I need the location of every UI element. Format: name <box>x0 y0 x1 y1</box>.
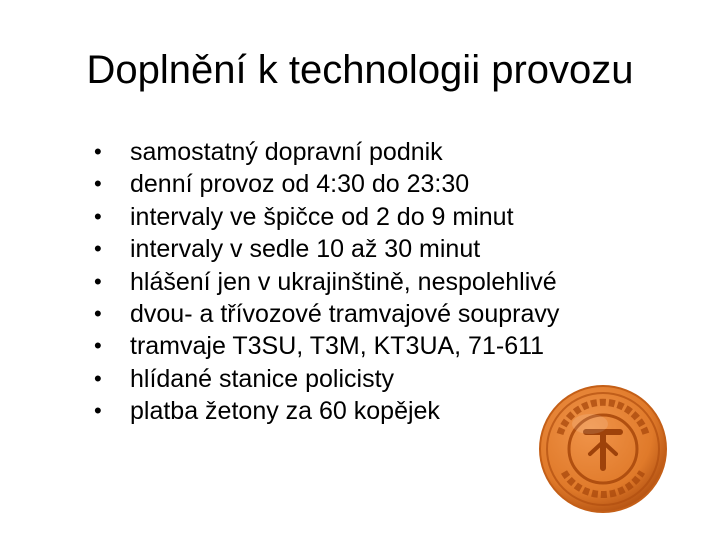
bullet-icon: • <box>94 365 102 391</box>
bullet-text: denní provoz od 4:30 do 23:30 <box>130 170 470 199</box>
bullet-icon: • <box>94 236 102 262</box>
metro-token-icon <box>538 384 668 514</box>
slide-title: Doplnění k technologii provozu <box>86 48 634 92</box>
bullet-text: dvou- a třívozové tramvajové soupravy <box>130 300 560 329</box>
bullet-item <box>94 168 559 200</box>
bullet-item <box>94 330 559 362</box>
bullet-item <box>94 201 559 233</box>
bullet-text: samostatný dopravní podnik <box>130 138 443 166</box>
bullet-text: hlídané stanice policisty <box>130 364 395 393</box>
bullet-text: platba žetony za 60 kopějek <box>130 397 440 426</box>
bullet-text: intervaly v sedle 10 až 30 minut <box>130 235 481 264</box>
bullet-text: hlášení jen v ukrajinštině, nespolehlivé <box>130 267 557 296</box>
bullet-item <box>94 233 559 265</box>
bullet-list <box>94 136 559 428</box>
bullet-item <box>94 395 559 427</box>
bullet-icon: • <box>94 301 102 327</box>
bullet-item <box>94 266 559 298</box>
bullet-icon: • <box>94 139 102 164</box>
bullet-text: tramvaje T3SU, T3M, KT3UA, 71-611 <box>130 332 545 361</box>
bullet-item <box>94 363 559 395</box>
bullet-text: intervaly ve špičce od 2 do 9 minut <box>130 202 514 231</box>
bullet-item <box>94 298 559 330</box>
bullet-icon: • <box>94 398 102 424</box>
bullet-icon: • <box>94 171 102 197</box>
bullet-icon: • <box>94 268 102 294</box>
bullet-item <box>94 136 559 168</box>
bullet-icon: • <box>94 333 102 359</box>
bullet-icon: • <box>94 203 102 229</box>
